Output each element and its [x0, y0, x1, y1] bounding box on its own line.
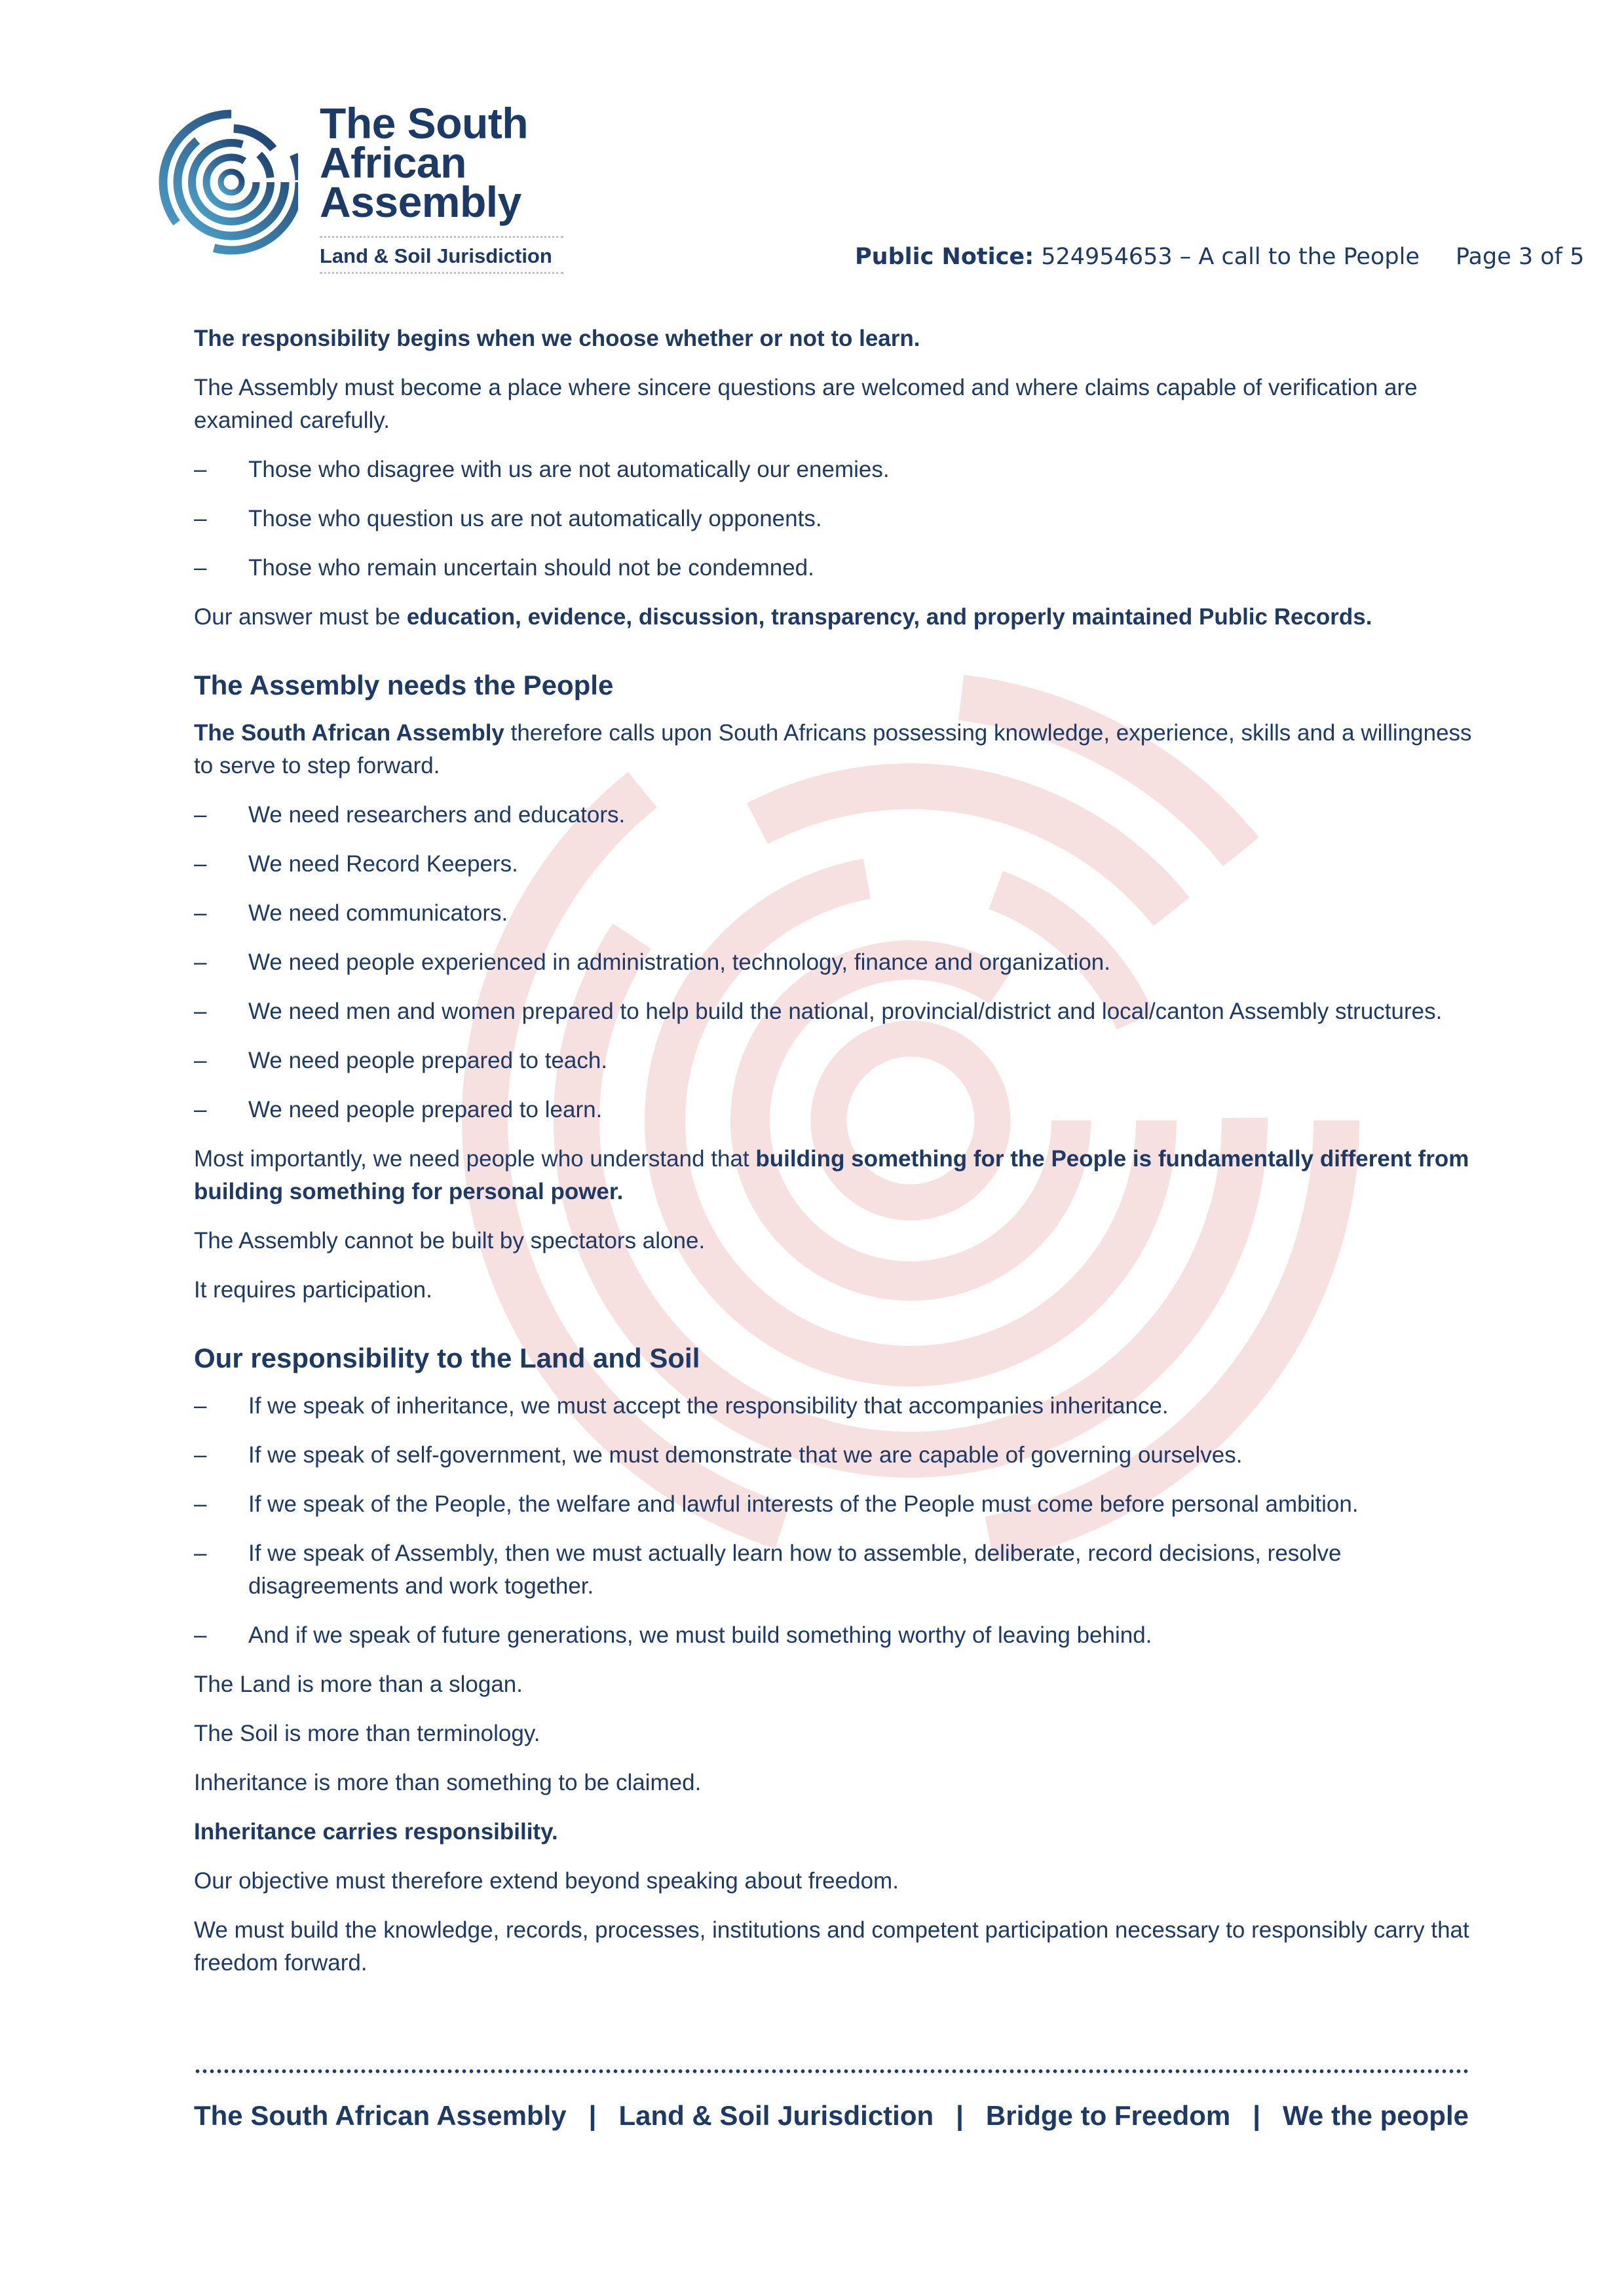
list-dash: – — [194, 1393, 207, 1419]
list-item-text: If we speak of Assembly, then we must actually learn how to assemble, deliberate, record decisions, resolve disagreements and work together. — [248, 1540, 1342, 1599]
list-dash: – — [194, 1048, 207, 1073]
list-item-text: We need communicators. — [248, 900, 508, 926]
paragraph — [194, 1143, 1478, 1208]
list-dash: – — [194, 457, 207, 482]
footer-item: Bridge to Freedom — [985, 2100, 1231, 2131]
list-item-text: And if we speak of future generations, we must build something worthy of leaving behind. — [248, 1622, 1152, 1648]
list-item-text: We need people prepared to learn. — [248, 1097, 603, 1122]
list-dash: – — [194, 1491, 207, 1517]
list-item-text: We need Record Keepers. — [248, 851, 518, 877]
list-item — [194, 503, 1478, 535]
list-dash: – — [194, 802, 207, 828]
paragraph-emphasis: The South African Assembly — [194, 720, 504, 746]
list-item-text: We need men and women prepared to help build the national, provincial/district and local/canton Assembly structures. — [248, 999, 1443, 1024]
paragraph-text: Our answer must be — [194, 604, 407, 630]
page-number: Page 3 of 5 — [1456, 244, 1585, 270]
list-item-text: We need people experienced in administration, technology, finance and organization. — [248, 949, 1110, 975]
logo-divider-bottom — [320, 272, 563, 274]
logo-line-1: The South — [320, 99, 529, 147]
section-heading: Our responsibility to the Land and Soil — [194, 1343, 700, 1373]
footer-item: We the people — [1283, 2100, 1469, 2131]
list-dash: – — [194, 900, 207, 926]
list-item — [194, 897, 1478, 930]
list-dash: – — [194, 1622, 207, 1648]
logo-line-2: African — [320, 138, 466, 187]
paragraph — [194, 601, 1478, 634]
paragraph: It requires participation. — [194, 1277, 432, 1303]
list-item — [194, 1537, 1478, 1603]
paragraph: Inheritance is more than something to be claimed. — [194, 1770, 702, 1795]
paragraph: The Soil is more than terminology. — [194, 1721, 540, 1746]
paragraph: Our objective must therefore extend beyond speaking about freedom. — [194, 1868, 899, 1894]
list-dash: – — [194, 555, 207, 581]
paragraph-emphasis: building something for the People is fundamentally different from building something for personal power. — [194, 1146, 1469, 1204]
paragraph-emphasis: education, evidence, discussion, transparency, and properly maintained Public Records. — [406, 604, 1372, 630]
section-heading: The Assembly needs the People — [194, 670, 614, 700]
paragraph-text: Most importantly, we need people who understand that — [194, 1146, 756, 1172]
list-item-text: Those who disagree with us are not automatically our enemies. — [248, 457, 890, 482]
list-item — [194, 995, 1478, 1028]
public-notice-header — [855, 244, 1584, 270]
footer-item: The South African Assembly — [194, 2100, 567, 2131]
list-item — [194, 1488, 1478, 1521]
paragraph-emphasis: Inheritance carries responsibility. — [194, 1819, 558, 1845]
footer-divider — [194, 2069, 1469, 2074]
document-body — [194, 322, 1478, 1996]
list-item-text: We need researchers and educators. — [248, 802, 626, 828]
list-dash: – — [194, 949, 207, 975]
paragraph: We must build the knowledge, records, processes, institutions and competent participation necessary to responsibly carry that freedom forward. — [194, 1917, 1469, 1976]
list-item — [194, 1094, 1478, 1126]
paragraph: The Land is more than a slogan. — [194, 1672, 523, 1697]
paragraph: The Assembly cannot be built by spectators alone. — [194, 1228, 706, 1253]
section-lead-heading: The responsibility begins when we choose whether or not to learn. — [194, 326, 920, 351]
list-item — [194, 1439, 1478, 1472]
logo-wordmark — [320, 99, 563, 274]
paragraph — [194, 717, 1478, 782]
list-item-text: We need people prepared to teach. — [248, 1048, 608, 1073]
paragraph: The Assembly must become a place where sincere questions are welcomed and where claims capable of verification are examined carefully. — [194, 375, 1418, 433]
notice-label: Public Notice: — [855, 244, 1034, 270]
list-item-text: If we speak of inheritance, we must accept the responsibility that accompanies inheritance. — [248, 1393, 1169, 1419]
footer-item: Land & Soil Jurisdiction — [618, 2100, 934, 2131]
paragraph-text: therefore calls upon South Africans possessing knowledge, experience, skills and a willingness to serve to step forward. — [194, 720, 1472, 778]
logo-subtitle: Land & Soil Jurisdiction — [320, 244, 552, 267]
list-item-text: Those who remain uncertain should not be condemned. — [248, 555, 814, 581]
list-dash: – — [194, 1442, 207, 1468]
list-item-text: Those who question us are not automatically opponents. — [248, 506, 822, 531]
list-item — [194, 946, 1478, 979]
logo-divider — [320, 236, 563, 238]
list-item — [194, 453, 1478, 486]
footer — [194, 2100, 1469, 2132]
footer-separator: | — [1253, 2100, 1261, 2131]
list-dash: – — [194, 999, 207, 1024]
list-dash: – — [194, 506, 207, 531]
logo-line-3: Assembly — [320, 178, 521, 226]
list-item-text: If we speak of self-government, we must demonstrate that we are capable of governing ourselves. — [248, 1442, 1243, 1468]
list-item — [194, 799, 1478, 832]
assembly-logo-icon — [134, 105, 298, 265]
list-item — [194, 1390, 1478, 1423]
notice-text: 524954653 – A call to the People — [1041, 244, 1420, 270]
footer-separator: | — [588, 2100, 597, 2131]
list-item-text: If we speak of the People, the welfare and lawful interests of the People must come before personal ambition. — [248, 1491, 1359, 1517]
list-item — [194, 1619, 1478, 1652]
list-dash: – — [194, 851, 207, 877]
list-item — [194, 1044, 1478, 1077]
list-dash: – — [194, 1097, 207, 1122]
list-dash: – — [194, 1540, 207, 1566]
footer-separator: | — [956, 2100, 964, 2131]
list-item — [194, 552, 1478, 584]
list-item — [194, 848, 1478, 881]
